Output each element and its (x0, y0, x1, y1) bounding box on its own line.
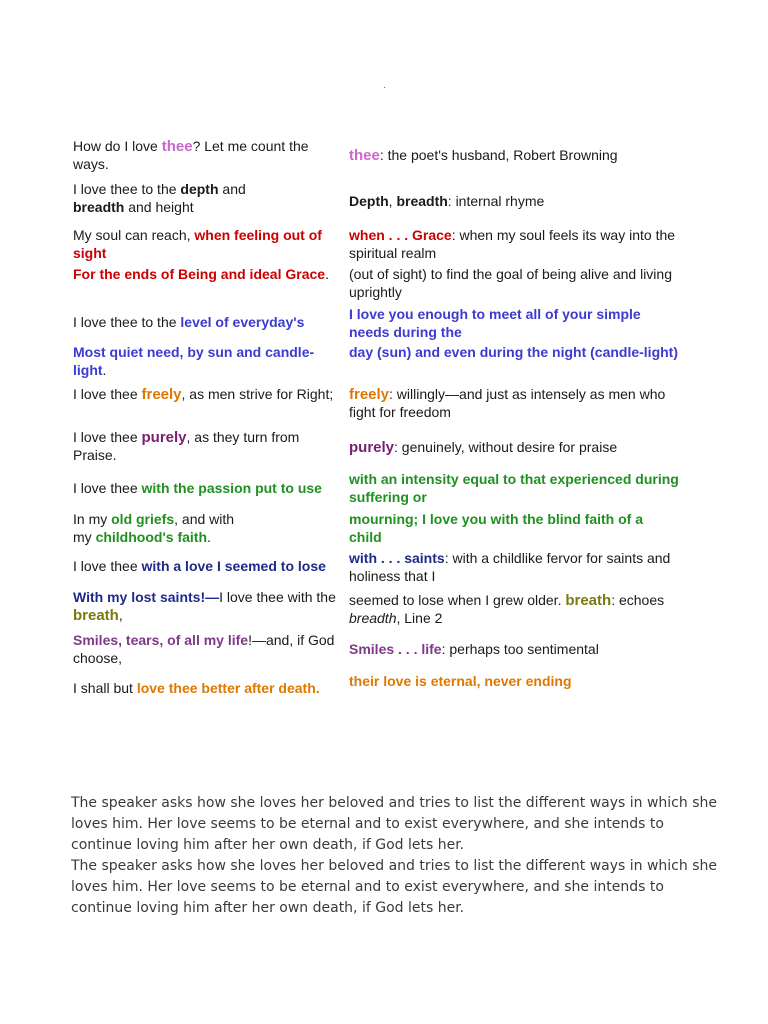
poem-line-13 (73, 632, 345, 667)
highlighted-phrase: childhood's faith (95, 528, 207, 545)
text-run: . (325, 266, 329, 282)
poem-line-4 (73, 266, 345, 284)
highlighted-phrase: their love is eternal, never ending (349, 673, 572, 689)
highlighted-phrase: love thee better after death. (136, 680, 320, 696)
poem-line-5 (73, 314, 345, 332)
poem-line-7 (73, 386, 345, 404)
text-run: My soul can reach, (73, 227, 195, 243)
text-run: In my (73, 511, 112, 527)
text-run: I love thee (73, 558, 142, 574)
highlighted-phrase: with the passion put to use (141, 480, 322, 496)
summary-paragraph-2: The speaker asks how she loves her beloved and tries to list the different ways in which she loves him. Her love seems to be eternal and to exist everywhere, and she intends to continue loving him after her own death, if God lets her. (71, 858, 717, 916)
annotation-6 (349, 344, 679, 362)
highlighted-phrase: For the ends of Being and ideal Grace (73, 266, 326, 282)
highlighted-phrase: I love you enough to meet all of your simple needs during the (349, 306, 641, 340)
text-run: : internal rhyme (447, 193, 545, 209)
text-run: I love thee to the (73, 314, 181, 330)
highlighted-phrase: with a love I seemed to lose (141, 558, 326, 574)
summary-paragraph-1: The speaker asks how she loves her beloved and tries to list the different ways in which she loves him. Her love seems to be eternal and to exist everywhere, and she intends to continue loving him after her own death, if God lets her. (71, 795, 717, 853)
text-run: , as they turn from Praise. (73, 429, 300, 463)
text-run: : with a childlike fervor for saints and holiness that I (349, 550, 671, 584)
text-run: I love thee to the (73, 181, 181, 197)
text-run: , (388, 193, 397, 209)
annotation-1 (349, 147, 679, 165)
annotation-11 (349, 550, 679, 585)
poem-line-10 (73, 511, 345, 546)
highlighted-phrase: level of everyday's (180, 314, 305, 330)
annotation-10 (349, 511, 679, 546)
highlighted-phrase: with an intensity equal to that experienced during suffering or (349, 471, 679, 505)
text-run: , as men strive for Right; (181, 386, 334, 402)
highlighted-phrase: breath (565, 592, 612, 609)
text-run: I love thee with the (219, 589, 336, 605)
poem-line-9 (73, 480, 345, 498)
text-run: : genuinely, without desire for praise (394, 439, 618, 455)
text-run: , and with (174, 511, 235, 527)
text-run: my (73, 528, 96, 545)
poem-line-6 (73, 344, 345, 379)
highlighted-phrase: With my lost saints!— (73, 589, 220, 605)
highlighted-phrase: breadth (349, 609, 397, 626)
highlighted-phrase: Smiles, tears, of all my life (73, 632, 249, 648)
highlighted-phrase: day (sun) and even during the night (candle-light) (349, 344, 678, 360)
highlighted-phrase: mourning; I love you with the blind faith of a child (349, 511, 643, 545)
poem-line-11 (73, 558, 345, 576)
highlighted-phrase: with . . . saints (349, 550, 445, 566)
highlighted-phrase: old griefs (111, 511, 175, 527)
text-run: How do I love (73, 138, 162, 154)
highlighted-phrase: breadth (73, 198, 125, 215)
annotation-3 (349, 227, 679, 262)
annotation-4 (349, 266, 679, 301)
text-run: seemed to lose when I grew older. (349, 592, 566, 608)
text-run: : when my soul feels its way into the spiritual realm (349, 227, 676, 261)
annotation-9 (349, 471, 679, 506)
annotation-12 (349, 592, 679, 627)
poem-line-12 (73, 589, 345, 624)
text-run: and (218, 181, 246, 197)
highlighted-phrase: freely (141, 386, 182, 403)
annotation-13 (349, 641, 679, 659)
annotation-2 (349, 193, 679, 211)
annotation-5 (349, 306, 679, 341)
text-run: !—and, if God choose, (73, 632, 335, 666)
text-run: (out of sight) to find the goal of being alive and living uprightly (349, 266, 672, 300)
poem-line-1 (73, 138, 345, 173)
text-run: I shall but (73, 680, 137, 696)
text-run: . (207, 528, 211, 545)
text-run: I love thee (73, 429, 142, 445)
highlighted-phrase: thee (161, 138, 193, 155)
highlighted-phrase: thee (349, 147, 380, 164)
text-run: ? Let me count the ways. (73, 138, 309, 172)
highlighted-phrase: when feeling out of sight (73, 227, 322, 261)
text-run: I love thee (73, 480, 142, 496)
annotation-14 (349, 673, 679, 691)
highlighted-phrase: Depth (349, 193, 389, 209)
text-run: I love thee (73, 386, 142, 402)
text-run: : willingly—and just as intensely as men who fight for freedom (349, 386, 666, 420)
poem-line-2 (73, 181, 345, 216)
highlighted-phrase: when . . . Grace (349, 227, 452, 243)
text-run: : echoes (611, 592, 665, 608)
annotation-8 (349, 439, 679, 457)
page-dot: . (383, 80, 386, 91)
highlighted-phrase: purely (349, 439, 395, 456)
highlighted-phrase: freely (349, 386, 390, 403)
highlighted-phrase: Smiles . . . life (349, 641, 442, 657)
poem-line-14 (73, 680, 345, 698)
annotation-7 (349, 386, 679, 421)
text-run: and height (124, 198, 194, 215)
highlighted-phrase: depth (180, 181, 219, 197)
highlighted-phrase: breath (73, 606, 119, 624)
poem-line-3 (73, 227, 345, 262)
text-run: , (118, 606, 123, 623)
highlighted-phrase: breadth (396, 193, 448, 209)
poem-line-8 (73, 429, 345, 464)
highlighted-phrase: Most quiet need, by sun and candle-light (73, 344, 315, 378)
text-run: : perhaps too sentimental (441, 641, 599, 657)
text-run: . (102, 361, 107, 378)
text-run: : the poet's husband, Robert Browning (379, 147, 618, 163)
text-run: , Line 2 (396, 609, 443, 626)
highlighted-phrase: purely (141, 429, 187, 446)
